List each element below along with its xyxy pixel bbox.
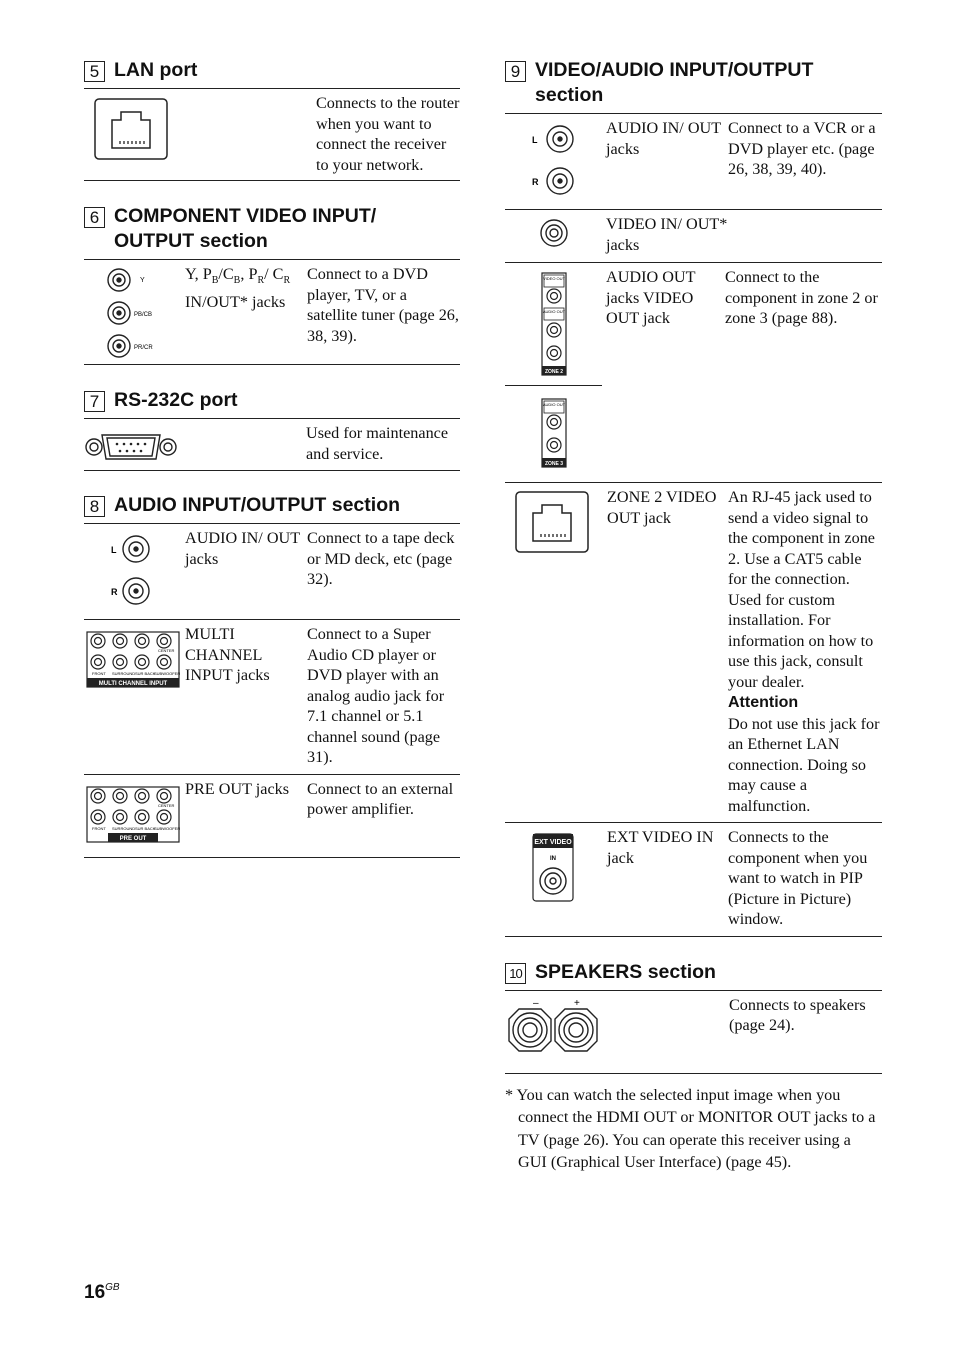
pre-out-jacks-icon [84,775,184,857]
fig-label: FRONT [92,671,106,676]
page-number: $16^{GB}$ [84,1282,120,1303]
audio-table [84,523,460,858]
rs232c-port-icon [84,419,306,470]
row-description: Connect to a tape deck or MD deck, etc (page 32). [307,529,455,588]
row-name: AUDIO IN/ OUT jacks [185,529,300,568]
fig-label: FRONT [92,825,106,831]
table-row [505,482,882,822]
fig-label: L [532,135,538,145]
rs232c-section [84,388,460,471]
row-name: PRE OUT jacks [185,779,290,798]
zone2-out-panel [505,272,602,386]
fig-label: SUR BACK [135,671,156,676]
table-row [84,89,460,180]
fig-label: ZONE 2 [544,369,564,375]
fig-label: PRE OUT [119,835,147,842]
table-row [84,260,460,364]
fig-label: EXT VIDEO [534,839,572,846]
table-row [84,619,460,774]
audio-lr-jacks-icon [84,524,184,619]
row-name: Y, $P_B/C_B$, $P_R/$ $C_R$ IN/OUT* jacks [185,265,291,311]
section-heading [84,204,460,259]
audio-io-section [84,493,460,858]
zone2-video-out-rj45-icon [505,483,605,822]
fig-label: PR/CR [134,345,153,351]
section-heading [84,388,460,418]
table-row [505,262,882,482]
lan-table [84,88,460,181]
component-table [84,259,460,365]
table-row [84,419,460,470]
fig-label: SURROUND [112,671,136,676]
zone3-out-panel [505,386,602,468]
row-name: EXT VIDEO IN jack [607,828,714,867]
section-number: 8 [84,496,105,517]
audio-lr-jacks-icon [505,114,605,209]
section-number: 10 [505,963,526,984]
fig-label: IN [550,856,556,862]
section-heading [505,960,882,990]
footnote: * You can watch the selected input image when you connect the HDMI OUT or MONITOR OUT jacks to a TV (page 26). You can operate this receiver using a GUI (Graphical User Interface) (page 45). [505,1085,876,1171]
row-description: Connect to an external power amplifier. [307,779,454,818]
ext-video-in-jack-icon [505,823,605,936]
section-heading [84,58,460,88]
section-number: 5 [84,61,105,82]
row-description: Connect to a Super Audio CD player or DVD player with an analog audio jack for 7.1 channel or 5.1 channel sound (page 31). [307,625,445,766]
row-description [728,483,882,822]
fig-label: Y [140,277,145,284]
section-number: 7 [84,391,105,412]
speakers-section [505,960,882,1074]
row-description: Connect to the component in zone 2 or zone 3 (page 88). [725,268,878,327]
fig-label: SURROUND [112,825,136,831]
left-column [84,58,460,858]
table-row [505,114,882,209]
attention-text: Do not use this jack for an Ethernet LAN connection. Doing so may cause a malfunction. [728,714,880,815]
fig-label: R [111,587,118,597]
fig-label: PB/CB [134,312,153,318]
multi-channel-jacks-icon [84,620,184,774]
video-audio-section [505,58,882,937]
fig-label: SUBWOOFER [154,825,180,831]
lan-jack-icon [84,89,316,180]
fig-label: – [533,997,539,1009]
row-description: Connects to speakers (page 24). [729,995,866,1034]
section-title: LAN port [114,59,198,81]
rj45-description: An RJ-45 jack used to send a video signal to the component in zone 2. Use a CAT5 cable for the connection. Used for custom installation. For information on how to use this jack, consult your dealer. [728,488,875,691]
component-video-section [84,204,460,365]
row-name: ZONE 2 VIDEO OUT jack [607,488,717,527]
table-row [505,822,882,936]
table-row [505,991,882,1073]
section-title: VIDEO/AUDIO INPUT/OUTPUT section [535,59,814,106]
section-heading [84,493,460,523]
row-description: Used for maintenance and service. [306,424,449,463]
video-audio-table [505,113,882,937]
speaker-terminals-icon [505,991,729,1073]
fig-label: CENTER [158,802,175,808]
row-description [728,210,882,262]
fig-label: + [574,997,580,1009]
section-title: COMPONENT VIDEO INPUT/ OUTPUT section [114,205,377,252]
page-suffix: GB [105,1282,120,1293]
section-number: 9 [505,61,526,82]
section-title: AUDIO INPUT/OUTPUT section [114,494,401,516]
attention-heading: Attention [728,694,799,711]
section-title: SPEAKERS section [535,960,716,983]
row-name: VIDEO IN/ OUT* jacks [605,209,728,262]
table-row [84,774,460,857]
table-row [84,524,460,619]
fig-label: SUR BACK [135,825,156,831]
zone-out-jacks-icon [505,263,602,482]
row-description: Connect to a VCR or a DVD player etc. (page 26, 38, 39, 40). [728,119,876,178]
component-jacks-icon [84,260,184,364]
lan-port-section [84,58,460,181]
fig-label: AUDIO OUT [542,309,566,314]
row-name: MULTI CHANNEL INPUT jacks [185,625,270,684]
row-description: Connects to the component when you want to watch in PIP (Picture in Picture) window. [728,828,868,928]
fig-label: SUBWOOFER [154,671,180,676]
section-title: RS-232C port [114,389,238,411]
fig-label: CENTER [158,648,175,653]
fig-label: L [111,545,117,555]
fig-label: R [532,177,539,187]
video-jack-icon [505,209,605,262]
fig-label: ZONE 3 [544,461,564,467]
row-name: AUDIO OUT jacks VIDEO OUT jack [606,268,696,327]
row-name: AUDIO IN/ OUT jacks [606,119,721,158]
table-row [505,209,882,262]
right-column [505,58,882,1174]
section-heading [505,58,882,113]
fig-label: AUDIO OUT [542,402,566,407]
row-description: Connects to the router when you want to connect the receiver to your network. [316,94,460,174]
speakers-table [505,990,882,1074]
fig-label: MULTI CHANNEL INPUT [98,681,168,687]
row-description: Connect to a DVD player, TV, or a satellite tuner (page 26, 38, 39). [307,265,459,345]
rs232c-table [84,418,460,471]
fig-label: VIDEO OUT [542,276,566,281]
section-number: 6 [84,207,105,228]
